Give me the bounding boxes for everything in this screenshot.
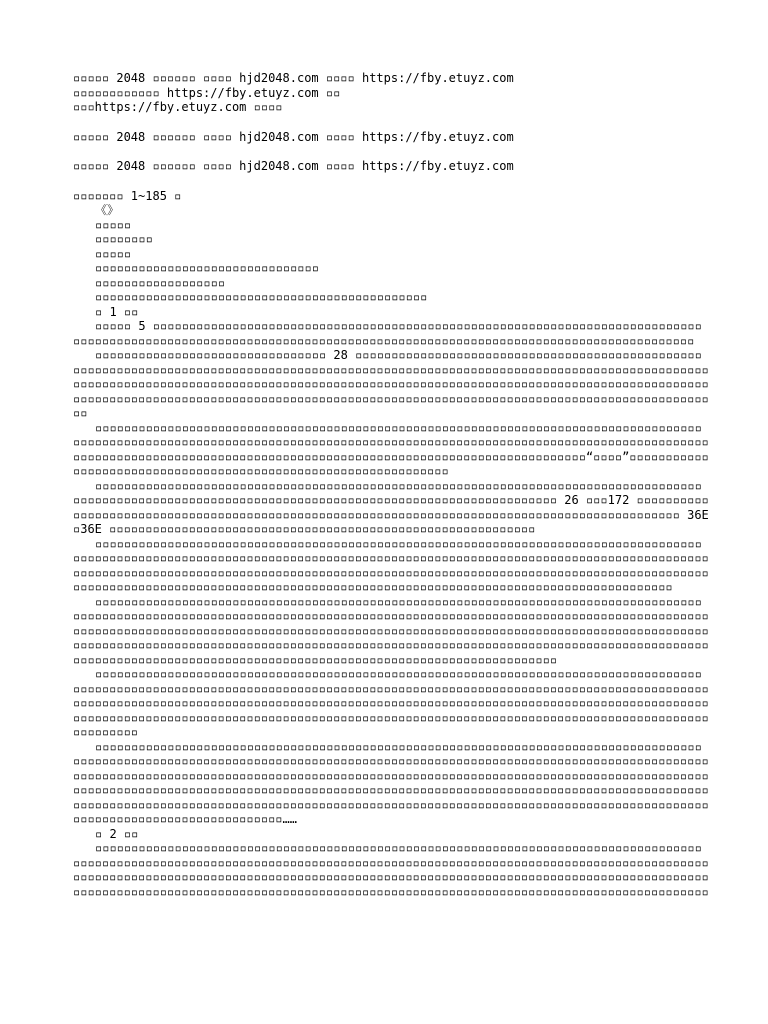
header-line: ▫▫▫▫▫▫▫▫▫▫▫▫ https://fby.etuyz.com ▫▫ bbox=[73, 85, 341, 100]
toc-item: ▫▫▫▫▫▫▫▫▫▫▫▫▫▫▫▫▫▫▫▫▫▫▫▫▫▫▫▫▫▫▫▫▫▫▫▫▫▫▫▫▫▫▫▫▫▫ bbox=[95, 290, 428, 304]
paragraph: ▫▫▫▫▫ 5 ▫▫▫▫▫▫▫▫▫▫▫▫▫▫▫▫▫▫▫▫▫▫▫▫▫▫▫▫▫▫▫▫▫▫▫▫▫▫▫▫▫▫▫▫▫▫▫▫▫▫▫▫▫▫▫▫▫▫▫▫▫▫▫▫▫▫▫▫▫▫▫▫▫▫▫▫▫▫▫▫▫▫▫▫▫▫▫▫▫▫▫▫▫▫▫▫▫▫▫▫▫▫▫▫▫▫▫▫▫▫▫▫▫▫▫▫▫▫▫▫▫▫▫▫▫▫▫▫▫▫▫▫▫▫▫▫▫▫▫▫▫▫▫▫▫▫▫▫▫▫▫▫▫▫▫▫▫▫▫▫▫▫ bbox=[73, 319, 702, 348]
paragraph: ▫▫▫▫▫▫▫▫▫▫▫▫▫▫▫▫▫▫▫▫▫▫▫▫▫▫▫▫▫▫▫▫▫▫▫▫▫▫▫▫▫▫▫▫▫▫▫▫▫▫▫▫▫▫▫▫▫▫▫▫▫▫▫▫▫▫▫▫▫▫▫▫▫▫▫▫▫▫▫▫▫▫▫▫▫▫▫▫▫▫▫▫▫▫▫▫▫▫▫▫▫▫▫▫▫▫▫▫▫▫▫▫▫▫▫▫▫▫▫▫▫▫▫▫▫▫▫▫▫▫▫▫▫▫▫▫▫▫▫▫▫▫▫▫▫▫▫▫▫▫▫ 26 ▫▫▫172 ▫▫▫▫▫▫▫▫▫▫▫▫▫▫▫▫▫▫▫▫▫▫▫▫▫▫▫▫▫▫▫▫▫▫▫▫▫▫▫▫▫▫▫▫▫▫▫▫▫▫▫▫▫▫▫▫▫▫▫▫▫▫▫▫▫▫▫▫▫▫▫▫▫▫▫▫▫▫▫▫▫▫▫▫▫▫▫▫▫▫▫▫▫▫ 36E▫36E ▫▫▫▫▫▫▫▫▫▫▫▫▫▫▫▫▫▫▫▫▫▫▫▫▫▫▫▫▫▫▫▫▫▫▫▫▫▫▫▫▫▫▫▫▫▫▫▫▫▫▫▫▫▫▫▫▫▫▫ bbox=[73, 478, 709, 536]
spacer bbox=[73, 115, 709, 130]
toc-item: ▫▫▫▫▫ bbox=[95, 246, 132, 261]
toc-title: ▫▫▫▫▫▫▫ 1~185 ▫ bbox=[73, 188, 182, 203]
paragraph: ▫▫▫▫▫▫▫▫▫▫▫▫▫▫▫▫▫▫▫▫▫▫▫▫▫▫▫▫▫▫▫▫ 28 ▫▫▫▫▫▫▫▫▫▫▫▫▫▫▫▫▫▫▫▫▫▫▫▫▫▫▫▫▫▫▫▫▫▫▫▫▫▫▫▫▫▫▫▫▫▫▫▫▫▫▫▫▫▫▫▫▫▫▫▫▫▫▫▫▫▫▫▫▫▫▫▫▫▫▫▫▫▫▫▫▫▫▫▫▫▫▫▫▫▫▫▫▫▫▫▫▫▫▫▫▫▫▫▫▫▫▫▫▫▫▫▫▫▫▫▫▫▫▫▫▫▫▫▫▫▫▫▫▫▫▫▫▫▫▫▫▫▫▫▫▫▫▫▫▫▫▫▫▫▫▫▫▫▫▫▫▫▫▫▫▫▫▫▫▫▫▫▫▫▫▫▫▫▫▫▫▫▫▫▫▫▫▫▫▫▫▫▫▫▫▫▫▫▫▫▫▫▫▫▫▫▫▫▫▫▫▫▫▫▫▫▫▫▫▫▫▫▫▫▫▫▫▫▫▫▫▫▫▫▫▫▫▫▫▫▫▫▫▫▫▫▫▫▫▫▫▫▫▫▫▫▫▫▫▫▫▫▫▫▫▫▫▫▫▫▫▫▫▫▫▫▫▫▫▫▫▫▫▫▫▫▫▫▫▫▫▫▫▫▫▫▫▫▫▫▫▫▫▫▫▫▫▫▫▫▫▫▫▫▫▫▫▫▫ bbox=[73, 348, 709, 420]
paragraph: ▫▫▫▫▫▫▫▫▫▫▫▫▫▫▫▫▫▫▫▫▫▫▫▫▫▫▫▫▫▫▫▫▫▫▫▫▫▫▫▫▫▫▫▫▫▫▫▫▫▫▫▫▫▫▫▫▫▫▫▫▫▫▫▫▫▫▫▫▫▫▫▫▫▫▫▫▫▫▫▫▫▫▫▫▫▫▫▫▫▫▫▫▫▫▫▫▫▫▫▫▫▫▫▫▫▫▫▫▫▫▫▫▫▫▫▫▫▫▫▫▫▫▫▫▫▫▫▫▫▫▫▫▫▫▫▫▫▫▫▫▫▫▫▫▫▫▫▫▫▫▫▫▫▫▫▫▫▫▫▫▫▫▫▫▫▫▫▫▫▫▫▫▫▫▫▫▫▫▫▫▫▫▫▫▫▫▫▫▫▫▫▫▫▫▫▫▫▫▫▫▫▫▫▫▫▫▫▫▫▫▫▫▫▫▫▫▫▫▫▫▫▫▫▫▫▫▫▫▫▫▫▫▫▫▫▫▫▫▫▫▫▫▫▫▫▫▫▫▫▫▫▫▫▫▫▫▫▫▫▫▫▫▫▫▫▫▫▫▫▫▫▫▫▫▫▫▫▫▫▫▫▫▫▫▫▫▫▫▫▫▫▫▫▫▫▫▫▫▫▫▫▫▫▫▫▫▫▫▫▫▫▫▫▫▫▫▫▫▫▫▫▫▫▫▫▫▫▫▫▫▫▫▫▫▫▫▫▫▫▫▫▫▫▫▫▫▫▫▫▫▫▫▫▫▫▫▫▫▫▫▫▫▫▫▫▫▫▫▫▫▫▫▫▫▫▫▫▫▫▫▫▫▫▫▫▫▫▫▫▫▫▫▫▫▫▫▫▫▫▫▫▫▫▫▫▫▫▫▫▫▫▫▫▫▫ bbox=[73, 594, 709, 667]
toc-item: ▫▫▫▫▫▫▫▫ bbox=[95, 232, 153, 246]
spacer bbox=[73, 174, 709, 189]
header-line: ▫▫▫▫▫ 2048 ▫▫▫▫▫▫ ▫▫▫▫ hjd2048.com ▫▫▫▫ https://fby.etuyz.com bbox=[73, 129, 514, 144]
chapter-heading: ▫ 2 ▫▫ bbox=[95, 826, 139, 841]
header-line: ▫▫▫https://fby.etuyz.com ▫▫▫▫ bbox=[73, 100, 283, 114]
paragraph: ▫▫▫▫▫▫▫▫▫▫▫▫▫▫▫▫▫▫▫▫▫▫▫▫▫▫▫▫▫▫▫▫▫▫▫▫▫▫▫▫▫▫▫▫▫▫▫▫▫▫▫▫▫▫▫▫▫▫▫▫▫▫▫▫▫▫▫▫▫▫▫▫▫▫▫▫▫▫▫▫▫▫▫▫▫▫▫▫▫▫▫▫▫▫▫▫▫▫▫▫▫▫▫▫▫▫▫▫▫▫▫▫▫▫▫▫▫▫▫▫▫▫▫▫▫▫▫▫▫▫▫▫▫▫▫▫▫▫▫▫▫▫▫▫▫▫▫▫▫▫▫▫▫▫▫▫▫▫▫▫▫▫▫▫▫▫▫▫▫▫▫▫▫▫▫▫▫▫▫▫▫▫▫▫▫▫▫▫▫▫▫▫▫▫▫▫▫▫▫▫▫▫▫▫▫▫▫▫▫▫▫▫▫▫▫▫▫▫▫▫▫▫▫▫▫▫▫▫▫▫▫▫▫▫▫▫▫▫▫▫▫▫▫▫▫▫▫▫▫▫▫▫▫▫▫▫▫▫▫▫▫▫▫▫▫▫▫▫▫▫▫▫▫▫▫▫▫▫▫▫▫▫▫▫▫▫▫▫▫▫▫▫▫▫▫▫▫▫▫▫▫▫▫▫▫▫▫▫▫▫▫▫▫▫▫▫▫▫▫▫▫▫▫▫▫▫▫▫▫▫▫▫▫▫▫▫▫▫▫▫▫▫▫▫▫▫▫▫▫▫▫▫▫▫▫▫▫ bbox=[73, 667, 709, 739]
header-line: ▫▫▫▫▫ 2048 ▫▫▫▫▫▫ ▫▫▫▫ hjd2048.com ▫▫▫▫ https://fby.etuyz.com bbox=[73, 159, 514, 173]
toc-mark: 《》 bbox=[95, 203, 120, 217]
document-body bbox=[73, 71, 709, 899]
paragraph: ▫▫▫▫▫▫▫▫▫▫▫▫▫▫▫▫▫▫▫▫▫▫▫▫▫▫▫▫▫▫▫▫▫▫▫▫▫▫▫▫▫▫▫▫▫▫▫▫▫▫▫▫▫▫▫▫▫▫▫▫▫▫▫▫▫▫▫▫▫▫▫▫▫▫▫▫▫▫▫▫▫▫▫▫▫▫▫▫▫▫▫▫▫▫▫▫▫▫▫▫▫▫▫▫▫▫▫▫▫▫▫▫▫▫▫▫▫▫▫▫▫▫▫▫▫▫▫▫▫▫▫▫▫▫▫▫▫▫▫▫▫▫▫▫▫▫▫▫▫▫▫▫▫▫▫▫▫▫▫▫▫▫▫▫▫▫▫▫▫▫▫▫▫▫▫▫▫▫▫▫▫▫▫▫▫▫▫▫▫▫▫▫▫▫▫▫▫▫▫▫▫▫▫▫▫▫▫▫▫▫▫▫▫▫▫▫▫▫▫▫▫▫▫▫▫▫▫▫▫▫▫▫▫▫▫▫▫▫▫▫▫▫▫▫▫▫▫▫▫▫▫▫▫▫▫▫▫▫▫▫▫▫▫▫▫▫▫▫▫▫▫▫▫▫▫▫▫▫▫▫▫▫▫▫▫▫▫▫▫▫▫▫▫▫▫▫▫▫▫▫▫▫▫▫▫▫▫▫▫▫▫▫▫▫▫▫▫▫▫▫▫▫▫▫▫▫▫▫▫▫▫▫▫▫▫▫▫▫▫▫▫▫▫▫▫▫▫▫ bbox=[73, 841, 709, 899]
toc-item: ▫▫▫▫▫▫▫▫▫▫▫▫▫▫▫▫▫▫▫▫▫▫▫▫▫▫▫▫▫▫▫ bbox=[95, 261, 319, 275]
paragraph: ▫▫▫▫▫▫▫▫▫▫▫▫▫▫▫▫▫▫▫▫▫▫▫▫▫▫▫▫▫▫▫▫▫▫▫▫▫▫▫▫▫▫▫▫▫▫▫▫▫▫▫▫▫▫▫▫▫▫▫▫▫▫▫▫▫▫▫▫▫▫▫▫▫▫▫▫▫▫▫▫▫▫▫▫▫▫▫▫▫▫▫▫▫▫▫▫▫▫▫▫▫▫▫▫▫▫▫▫▫▫▫▫▫▫▫▫▫▫▫▫▫▫▫▫▫▫▫▫▫▫▫▫▫▫▫▫▫▫▫▫▫▫▫▫▫▫▫▫▫▫▫▫▫▫▫▫▫▫▫▫▫▫▫▫▫▫▫▫▫▫▫▫▫▫▫▫▫▫▫▫▫▫▫▫▫▫▫▫▫▫▫▫▫▫▫▫▫▫▫▫▫▫▫▫▫▫▫▫▫▫▫▫▫▫▫▫▫▫▫▫▫▫▫▫▫▫▫▫▫▫▫▫▫▫▫▫▫▫▫▫▫▫▫▫▫▫▫▫▫▫▫▫▫▫▫▫▫▫▫▫▫▫▫▫▫▫▫▫▫▫▫▫▫▫▫▫▫▫▫▫▫▫▫▫▫▫▫▫▫▫▫▫▫▫▫▫▫▫▫▫▫▫▫▫▫▫▫▫▫▫▫▫▫▫▫▫▫▫▫▫▫▫▫▫▫▫▫▫▫▫▫▫▫▫▫▫▫▫▫▫▫▫▫ bbox=[73, 536, 709, 594]
header-line: ▫▫▫▫▫ 2048 ▫▫▫▫▫▫ ▫▫▫▫ hjd2048.com ▫▫▫▫ https://fby.etuyz.com bbox=[73, 71, 514, 85]
paragraph: ▫▫▫▫▫▫▫▫▫▫▫▫▫▫▫▫▫▫▫▫▫▫▫▫▫▫▫▫▫▫▫▫▫▫▫▫▫▫▫▫▫▫▫▫▫▫▫▫▫▫▫▫▫▫▫▫▫▫▫▫▫▫▫▫▫▫▫▫▫▫▫▫▫▫▫▫▫▫▫▫▫▫▫▫▫▫▫▫▫▫▫▫▫▫▫▫▫▫▫▫▫▫▫▫▫▫▫▫▫▫▫▫▫▫▫▫▫▫▫▫▫▫▫▫▫▫▫▫▫▫▫▫▫▫▫▫▫▫▫▫▫▫▫▫▫▫▫▫▫▫▫▫▫▫▫▫▫▫▫▫▫▫▫▫▫▫▫▫▫▫▫▫▫▫▫▫▫▫▫▫▫▫▫▫▫▫▫▫▫▫▫▫▫▫▫▫▫▫▫▫▫▫▫▫▫▫▫▫▫▫▫▫▫▫▫▫▫▫▫▫▫▫▫▫▫▫▫▫▫▫▫▫▫▫▫▫▫▫▫▫▫▫▫▫▫▫▫▫▫▫▫▫▫▫▫▫▫▫▫▫▫▫▫▫▫▫▫▫▫▫▫▫▫▫▫▫▫▫▫▫▫▫▫▫▫▫▫▫▫▫▫▫▫▫▫▫▫▫▫▫▫▫▫▫▫▫▫▫▫▫▫▫▫▫▫▫▫▫▫▫▫▫▫▫▫▫▫▫▫▫▫▫▫▫▫▫▫▫▫▫▫▫▫▫▫▫▫▫▫▫▫▫▫▫▫▫▫▫▫▫▫▫▫▫▫▫▫▫▫▫▫▫▫▫▫▫▫▫▫▫▫▫▫▫▫▫▫▫▫▫▫▫▫▫▫▫▫▫▫▫▫▫▫▫▫▫▫▫▫▫▫▫▫▫▫▫▫▫▫▫▫▫▫▫▫▫▫▫▫▫▫▫▫▫▫▫▫▫▫▫▫▫▫▫▫▫▫▫▫▫▫▫▫▫▫▫▫▫▫▫▫▫▫▫▫…… bbox=[73, 739, 709, 826]
toc-item: ▫▫▫▫▫ bbox=[95, 217, 132, 232]
paragraph: ▫▫▫▫▫▫▫▫▫▫▫▫▫▫▫▫▫▫▫▫▫▫▫▫▫▫▫▫▫▫▫▫▫▫▫▫▫▫▫▫▫▫▫▫▫▫▫▫▫▫▫▫▫▫▫▫▫▫▫▫▫▫▫▫▫▫▫▫▫▫▫▫▫▫▫▫▫▫▫▫▫▫▫▫▫▫▫▫▫▫▫▫▫▫▫▫▫▫▫▫▫▫▫▫▫▫▫▫▫▫▫▫▫▫▫▫▫▫▫▫▫▫▫▫▫▫▫▫▫▫▫▫▫▫▫▫▫▫▫▫▫▫▫▫▫▫▫▫▫▫▫▫▫▫▫▫▫▫▫▫▫▫▫▫▫▫▫▫▫▫▫▫▫▫▫▫▫▫▫▫▫▫▫▫▫▫▫▫▫▫▫▫▫▫▫▫▫▫▫▫▫▫▫▫▫▫▫▫▫▫▫▫▫▫▫▫▫▫▫▫▫▫▫▫▫▫▫▫▫▫▫▫▫▫▫▫▫▫▫▫▫▫▫“▫▫▫▫”▫▫▫▫▫▫▫▫▫▫▫▫▫▫▫▫▫▫▫▫▫▫▫▫▫▫▫▫▫▫▫▫▫▫▫▫▫▫▫▫▫▫▫▫▫▫▫▫▫▫▫▫▫▫▫▫▫▫▫▫▫▫▫ bbox=[73, 420, 709, 478]
chapter-heading: ▫ 1 ▫▫ bbox=[95, 304, 139, 319]
toc-item: ▫▫▫▫▫▫▫▫▫▫▫▫▫▫▫▫▫▫ bbox=[95, 275, 226, 290]
spacer bbox=[73, 144, 709, 159]
